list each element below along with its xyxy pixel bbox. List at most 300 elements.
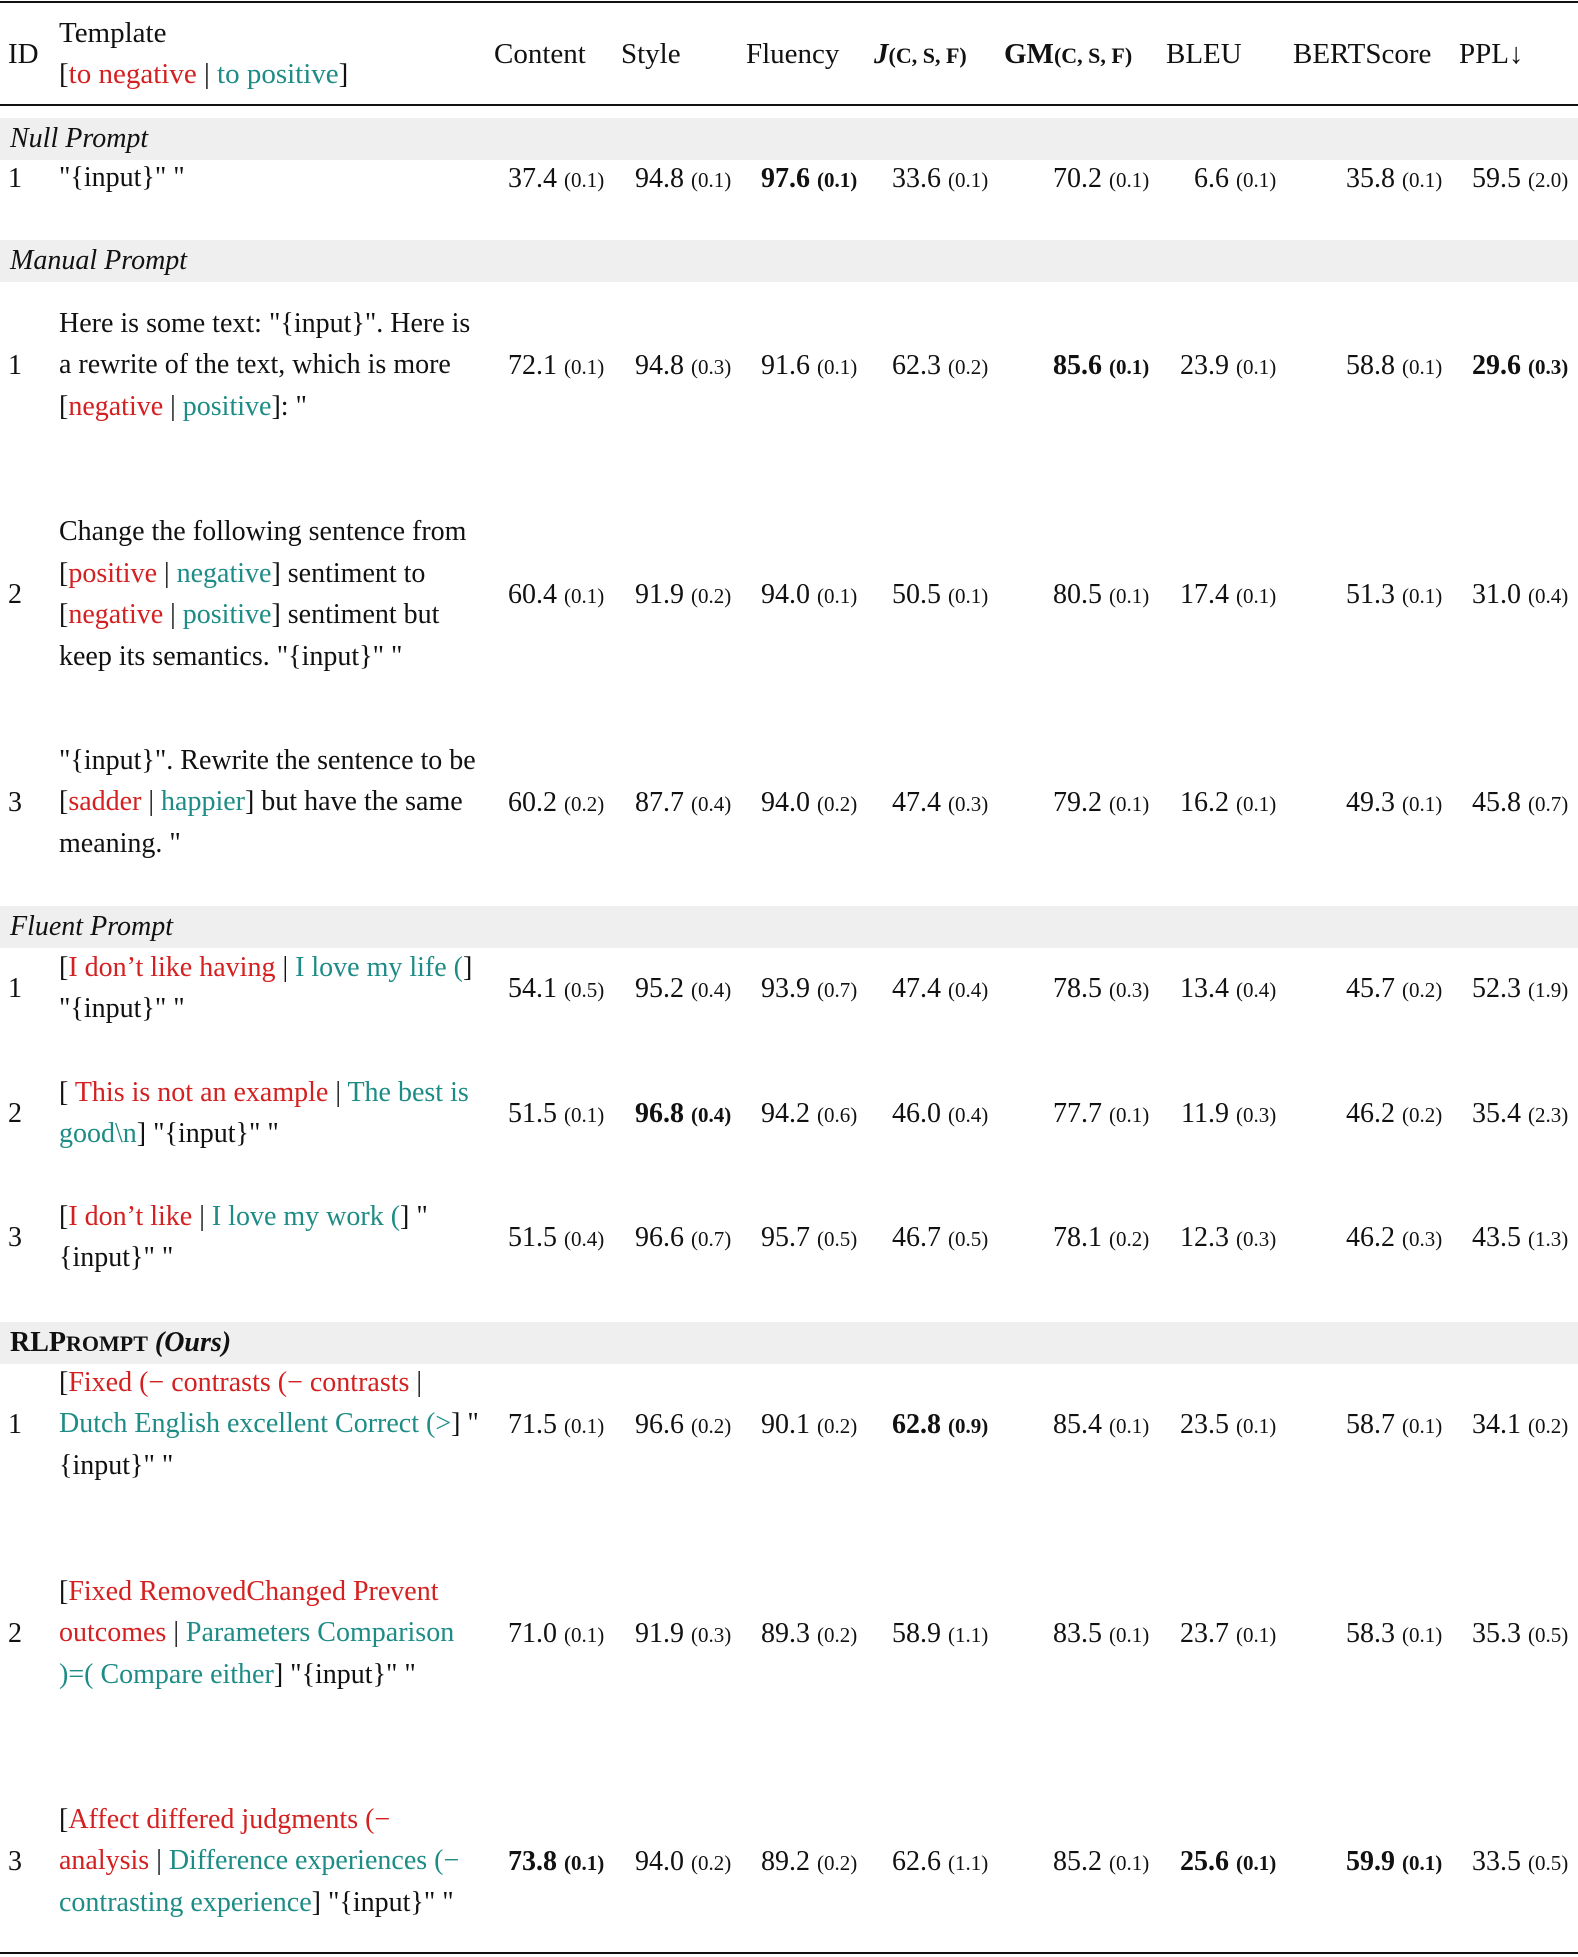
cell-stddev: (0.1) <box>1402 355 1443 379</box>
cell-bertscore <box>1346 574 1442 617</box>
template-segment: [ <box>59 1366 69 1398</box>
cell-value: 85.6 <box>1053 350 1102 381</box>
cell-bertscore <box>1346 1613 1442 1656</box>
template-segment: | <box>157 557 177 589</box>
cell-value: 47.4 <box>892 787 941 818</box>
cell-fluency <box>761 1093 857 1136</box>
cell-value: 6.6 <box>1194 163 1229 194</box>
row-template <box>59 1571 479 1696</box>
cell-content <box>508 968 604 1011</box>
cell-bertscore <box>1346 1093 1442 1136</box>
cell-stddev: (0.2) <box>564 792 605 816</box>
cell-j <box>892 1217 988 1260</box>
cell-content <box>508 1093 604 1136</box>
cell-stddev: (0.1) <box>817 355 858 379</box>
cell-style <box>635 1613 731 1656</box>
cell-stddev: (0.1) <box>1109 584 1150 608</box>
cell-value: 46.2 <box>1346 1222 1395 1253</box>
cell-bleu <box>1180 1217 1276 1260</box>
header-template-title: Template <box>59 17 167 49</box>
cell-stddev: (0.1) <box>564 1414 605 1438</box>
template-segment: | <box>149 1845 169 1876</box>
template-segment: ] "{input}" " <box>311 1886 454 1918</box>
cell-bleu <box>1180 968 1276 1011</box>
header-template <box>59 13 348 95</box>
cell-stddev: (0.1) <box>1402 1414 1443 1438</box>
template-segment: I don’t like <box>68 1200 193 1232</box>
header-bertscore: BERTScore <box>1293 38 1432 70</box>
row-template <box>59 740 479 865</box>
cell-value: 94.8 <box>635 163 684 194</box>
cell-style <box>635 1217 731 1260</box>
template-segment: | <box>275 951 296 983</box>
cell-value: 89.3 <box>761 1618 810 1649</box>
cell-stddev: (0.1) <box>1109 355 1150 379</box>
template-segment: | <box>328 1076 348 1108</box>
cell-stddev: (2.3) <box>1528 1103 1569 1127</box>
cell-value: 90.1 <box>761 1409 810 1440</box>
cell-value: 45.8 <box>1472 787 1521 818</box>
template-segment: "{input}". Rewrite the sentence to be [ <box>59 744 476 817</box>
cell-stddev: (0.6) <box>817 1103 858 1127</box>
cell-ppl <box>1472 968 1568 1011</box>
cell-value: 23.5 <box>1180 1409 1229 1440</box>
template-segment: Difference experiences (− contrasting experience <box>59 1845 460 1918</box>
cell-bertscore <box>1346 1217 1442 1260</box>
template-segment: sadder <box>68 786 142 817</box>
cell-value: 33.5 <box>1472 1846 1521 1877</box>
template-segment: ] sentiment to [ <box>59 557 426 630</box>
template-segment: ] "{input}" " <box>136 1118 279 1149</box>
cell-fluency <box>761 1841 857 1884</box>
cell-j <box>892 574 988 617</box>
cell-style <box>635 158 731 201</box>
header-fluency: Fluency <box>746 38 840 70</box>
row-id: 1 <box>8 163 22 194</box>
row-template <box>59 1799 479 1924</box>
cell-stddev: (0.7) <box>691 1227 732 1251</box>
row-template <box>59 157 479 199</box>
cell-value: 50.5 <box>892 579 941 610</box>
cell-value: 78.1 <box>1053 1222 1102 1253</box>
cell-style <box>635 345 731 388</box>
section-band <box>0 906 1578 948</box>
cell-stddev: (0.1) <box>564 1103 605 1127</box>
cell-value: 96.6 <box>635 1409 684 1440</box>
cell-value: 62.6 <box>892 1846 941 1877</box>
template-segment: ]: " <box>271 390 307 422</box>
cell-style <box>635 1404 731 1447</box>
cell-ppl <box>1472 158 1568 201</box>
cell-gm <box>1053 968 1149 1011</box>
cell-stddev: (0.4) <box>948 1103 989 1127</box>
cell-value: 94.2 <box>761 1098 810 1129</box>
template-segment: ] "{input}" " <box>59 1200 428 1273</box>
template-segment: | <box>409 1366 423 1398</box>
cell-gm <box>1053 782 1149 825</box>
cell-value: 59.9 <box>1346 1846 1395 1877</box>
cell-gm <box>1053 345 1149 388</box>
cell-stddev: (0.5) <box>817 1227 858 1251</box>
cell-stddev: (0.4) <box>691 792 732 816</box>
cell-ppl <box>1472 1404 1568 1447</box>
cell-value: 54.1 <box>508 973 557 1004</box>
cell-stddev: (0.3) <box>691 1623 732 1647</box>
cell-value: 31.0 <box>1472 579 1521 610</box>
template-segment: positive <box>68 557 157 589</box>
template-segment: [ <box>59 390 69 422</box>
cell-stddev: (0.3) <box>1402 1227 1443 1251</box>
template-segment: ] but have the same meaning. " <box>59 786 463 859</box>
header-id: ID <box>8 38 39 70</box>
section-band <box>0 1322 1578 1364</box>
cell-stddev: (0.1) <box>1236 584 1277 608</box>
cell-stddev: (0.4) <box>1528 584 1569 608</box>
cell-value: 11.9 <box>1181 1098 1229 1129</box>
cell-ppl <box>1472 1841 1568 1884</box>
bottom-rule <box>0 1952 1578 1954</box>
cell-gm <box>1053 1613 1149 1656</box>
cell-value: 77.7 <box>1053 1098 1102 1129</box>
cell-fluency <box>761 158 857 201</box>
cell-value: 58.8 <box>1346 350 1395 381</box>
cell-stddev: (0.1) <box>1236 1414 1277 1438</box>
cell-content <box>508 782 604 825</box>
cell-value: 72.1 <box>508 350 557 381</box>
cell-value: 47.4 <box>892 973 941 1004</box>
cell-fluency <box>761 782 857 825</box>
cell-stddev: (0.3) <box>1236 1227 1277 1251</box>
section-title <box>10 906 173 948</box>
cell-stddev: (0.2) <box>1402 1103 1443 1127</box>
cell-ppl <box>1472 1217 1568 1260</box>
cell-style <box>635 968 731 1011</box>
cell-j <box>892 1613 988 1656</box>
template-segment: Fixed (− contrasts (− contrasts <box>68 1366 410 1398</box>
cell-j <box>892 158 988 201</box>
row-template <box>59 947 479 1030</box>
cell-fluency <box>761 1217 857 1260</box>
cell-stddev: (0.3) <box>948 792 989 816</box>
cell-style <box>635 574 731 617</box>
cell-value: 46.0 <box>892 1098 941 1129</box>
top-rule <box>0 1 1578 3</box>
template-segment: | <box>192 1200 212 1232</box>
cell-stddev: (0.1) <box>1402 168 1443 192</box>
cell-value: 79.2 <box>1053 787 1102 818</box>
cell-style <box>635 1093 731 1136</box>
template-segment: ] sentiment but keep its semantics. "{input}" " <box>59 599 440 672</box>
header-template-options: [to negative | to positive] <box>59 58 349 90</box>
template-segment: happier <box>161 786 245 817</box>
template-segment: I love my life ( <box>295 951 464 983</box>
cell-value: 51.5 <box>508 1098 557 1129</box>
template-segment: "{input}" " <box>59 162 185 193</box>
cell-bleu <box>1180 574 1276 617</box>
row-template <box>59 511 479 677</box>
template-segment: negative <box>68 599 164 630</box>
cell-gm <box>1053 1093 1149 1136</box>
row-template <box>59 1362 479 1487</box>
cell-fluency <box>761 1613 857 1656</box>
template-segment: ] "{input}" " <box>59 1408 479 1481</box>
cell-stddev: (0.4) <box>1236 978 1277 1002</box>
cell-value: 83.5 <box>1053 1618 1102 1649</box>
template-segment: negative <box>68 390 164 422</box>
cell-value: 34.1 <box>1472 1409 1521 1440</box>
cell-bertscore <box>1346 782 1442 825</box>
cell-stddev: (0.4) <box>691 1103 732 1127</box>
row-id: 2 <box>8 579 22 610</box>
cell-stddev: (0.1) <box>1109 1103 1150 1127</box>
template-segment: I don’t like having <box>68 951 276 983</box>
cell-content <box>508 1217 604 1260</box>
cell-bertscore <box>1346 1841 1442 1884</box>
header-j: J(C, S, F) <box>874 38 967 70</box>
template-segment: | <box>163 599 183 630</box>
cell-stddev: (0.1) <box>1109 1414 1150 1438</box>
cell-j <box>892 345 988 388</box>
cell-stddev: (0.1) <box>564 584 605 608</box>
cell-stddev: (0.3) <box>691 355 732 379</box>
cell-stddev: (0.1) <box>1236 792 1277 816</box>
cell-bleu <box>1180 1613 1276 1656</box>
cell-stddev: (0.1) <box>948 584 989 608</box>
template-segment: Change the following sentence from [ <box>59 516 467 589</box>
template-segment: | <box>163 390 183 422</box>
cell-value: 94.0 <box>635 1846 684 1877</box>
header-gm: GM(C, S, F) <box>1004 38 1133 70</box>
section-title <box>10 240 187 282</box>
cell-value: 37.4 <box>508 163 557 194</box>
cell-ppl <box>1472 574 1568 617</box>
cell-stddev: (0.1) <box>1109 792 1150 816</box>
cell-value: 96.8 <box>635 1098 684 1129</box>
section-title-rl: RLP <box>10 1327 66 1358</box>
cell-stddev: (0.1) <box>691 168 732 192</box>
cell-value: 12.3 <box>1180 1222 1229 1253</box>
cell-stddev: (0.1) <box>564 1851 605 1875</box>
cell-bertscore <box>1346 1404 1442 1447</box>
cell-value: 52.3 <box>1472 973 1521 1004</box>
cell-value: 58.7 <box>1346 1409 1395 1440</box>
row-id: 2 <box>8 1098 22 1129</box>
row-id: 3 <box>8 1222 22 1253</box>
cell-j <box>892 1093 988 1136</box>
cell-stddev: (1.3) <box>1528 1227 1569 1251</box>
cell-stddev: (0.7) <box>1528 792 1569 816</box>
cell-stddev: (0.1) <box>1402 1851 1443 1875</box>
cell-value: 62.3 <box>892 350 941 381</box>
cell-stddev: (0.4) <box>948 978 989 1002</box>
cell-value: 25.6 <box>1180 1846 1229 1877</box>
template-segment: Affect differed judgments (− analysis <box>59 1803 391 1876</box>
cell-stddev: (0.5) <box>1528 1623 1569 1647</box>
cell-stddev: (0.1) <box>1402 1623 1443 1647</box>
row-id: 3 <box>8 787 22 818</box>
cell-bleu <box>1181 1093 1276 1136</box>
cell-stddev: (0.1) <box>1402 792 1443 816</box>
section-title <box>10 1322 231 1365</box>
template-segment: Here is some text: "{input}". Here is a rewrite of the text, which is more <box>59 307 471 380</box>
cell-stddev: (0.5) <box>1528 1851 1569 1875</box>
cell-gm <box>1053 158 1149 201</box>
template-segment: positive <box>182 390 272 422</box>
cell-value: 71.0 <box>508 1618 557 1649</box>
template-segment: I love my work ( <box>211 1200 401 1232</box>
cell-fluency <box>761 1404 857 1447</box>
cell-value: 94.0 <box>761 579 810 610</box>
cell-content <box>508 1841 604 1884</box>
cell-value: 46.7 <box>892 1222 941 1253</box>
cell-content <box>508 158 604 201</box>
cell-value: 62.8 <box>892 1409 941 1440</box>
template-segment: | <box>141 786 162 817</box>
cell-bertscore <box>1346 968 1442 1011</box>
template-segment: | <box>166 1617 186 1648</box>
cell-stddev: (0.5) <box>564 978 605 1002</box>
cell-value: 35.3 <box>1472 1618 1521 1649</box>
cell-value: 94.8 <box>635 350 684 381</box>
template-segment: ] "{input}" " <box>59 951 473 1024</box>
template-segment: Parameters Comparison )=( Compare either <box>59 1617 455 1690</box>
cell-stddev: (0.2) <box>1109 1227 1150 1251</box>
cell-j <box>892 1404 988 1447</box>
cell-value: 91.9 <box>635 1618 684 1649</box>
cell-value: 13.4 <box>1180 973 1229 1004</box>
cell-value: 93.9 <box>761 973 810 1004</box>
cell-value: 46.2 <box>1346 1098 1395 1129</box>
cell-gm <box>1053 1217 1149 1260</box>
section-title-ours: (Ours) <box>147 1327 232 1358</box>
cell-stddev: (2.0) <box>1528 168 1569 192</box>
cell-value: 43.5 <box>1472 1222 1521 1253</box>
cell-gm <box>1053 1841 1149 1884</box>
cell-stddev: (0.7) <box>817 978 858 1002</box>
cell-fluency <box>761 968 857 1011</box>
cell-content <box>508 345 604 388</box>
cell-content <box>508 1613 604 1656</box>
section-band <box>0 118 1578 160</box>
cell-fluency <box>761 574 857 617</box>
cell-ppl <box>1472 1093 1568 1136</box>
cell-value: 85.2 <box>1053 1846 1102 1877</box>
cell-bleu <box>1180 345 1276 388</box>
cell-stddev: (0.3) <box>1528 355 1569 379</box>
cell-stddev: (0.9) <box>948 1414 989 1438</box>
cell-stddev: (0.2) <box>691 1414 732 1438</box>
cell-j <box>892 968 988 1011</box>
section-title <box>10 118 148 160</box>
cell-value: 35.8 <box>1346 163 1395 194</box>
cell-fluency <box>761 345 857 388</box>
template-segment: negative <box>176 557 272 589</box>
cell-value: 49.3 <box>1346 787 1395 818</box>
row-id: 1 <box>8 350 22 381</box>
cell-j <box>892 1841 988 1884</box>
cell-stddev: (0.1) <box>1236 355 1277 379</box>
cell-stddev: (0.2) <box>1528 1414 1569 1438</box>
row-template <box>59 1196 479 1279</box>
cell-stddev: (0.2) <box>691 1851 732 1875</box>
cell-style <box>635 1841 731 1884</box>
cell-value: 87.7 <box>635 787 684 818</box>
cell-stddev: (1.1) <box>948 1623 989 1647</box>
cell-stddev: (0.1) <box>1109 1851 1150 1875</box>
cell-value: 58.9 <box>892 1618 941 1649</box>
cell-value: 73.8 <box>508 1846 557 1877</box>
cell-value: 78.5 <box>1053 973 1102 1004</box>
cell-stddev: (0.3) <box>1235 1103 1277 1127</box>
cell-value: 45.7 <box>1346 973 1395 1004</box>
cell-value: 70.2 <box>1053 163 1102 194</box>
section-title-rompt: ROMPT <box>66 1331 148 1356</box>
cell-value: 29.6 <box>1472 350 1521 381</box>
cell-value: 85.4 <box>1053 1409 1102 1440</box>
cell-content <box>508 1404 604 1447</box>
header-bleu: BLEU <box>1166 38 1242 70</box>
cell-stddev: (0.1) <box>564 355 605 379</box>
section-band <box>0 240 1578 282</box>
cell-stddev: (1.9) <box>1528 978 1569 1002</box>
cell-bleu <box>1180 1404 1276 1447</box>
cell-value: 95.7 <box>761 1222 810 1253</box>
template-segment: positive <box>182 599 272 630</box>
cell-value: 58.3 <box>1346 1618 1395 1649</box>
cell-value: 89.2 <box>761 1846 810 1877</box>
section-title-text: Manual Prompt <box>10 245 188 276</box>
cell-bertscore <box>1346 158 1442 201</box>
cell-bleu <box>1194 158 1276 201</box>
cell-value: 60.2 <box>508 787 557 818</box>
cell-stddev: (0.5) <box>948 1227 989 1251</box>
cell-gm <box>1053 1404 1149 1447</box>
cell-stddev: (0.2) <box>817 1623 858 1647</box>
row-id: 2 <box>8 1618 22 1649</box>
template-segment: [ <box>59 951 69 983</box>
cell-value: 96.6 <box>635 1222 684 1253</box>
cell-content <box>508 574 604 617</box>
template-segment: [ <box>59 1575 69 1607</box>
cell-value: 97.6 <box>761 163 810 194</box>
cell-bertscore <box>1346 345 1442 388</box>
cell-stddev: (0.2) <box>817 1851 858 1875</box>
cell-stddev: (0.2) <box>1402 978 1443 1002</box>
section-title-text: Null Prompt <box>10 123 149 154</box>
cell-stddev: (0.3) <box>1109 978 1150 1002</box>
cell-value: 91.9 <box>635 579 684 610</box>
cell-stddev: (0.1) <box>817 168 858 192</box>
template-segment: [ <box>59 1076 75 1108</box>
template-segment: Fixed RemovedChanged Prevent outcomes <box>59 1575 439 1648</box>
cell-gm <box>1053 574 1149 617</box>
cell-value: 23.9 <box>1180 350 1229 381</box>
cell-stddev: (0.2) <box>817 792 858 816</box>
header-rule <box>0 104 1578 106</box>
cell-value: 91.6 <box>761 350 810 381</box>
cell-ppl <box>1472 782 1568 825</box>
cell-value: 33.6 <box>892 163 941 194</box>
row-id: 3 <box>8 1846 22 1877</box>
cell-stddev: (0.1) <box>564 1623 605 1647</box>
row-id: 1 <box>8 973 22 1004</box>
cell-stddev: (1.1) <box>948 1851 989 1875</box>
cell-ppl <box>1472 1613 1568 1656</box>
template-segment: Dutch English excellent Correct (> <box>59 1408 452 1439</box>
cell-stddev: (0.1) <box>1109 168 1150 192</box>
cell-stddev: (0.1) <box>1402 584 1443 608</box>
cell-stddev: (0.1) <box>1236 1623 1277 1647</box>
